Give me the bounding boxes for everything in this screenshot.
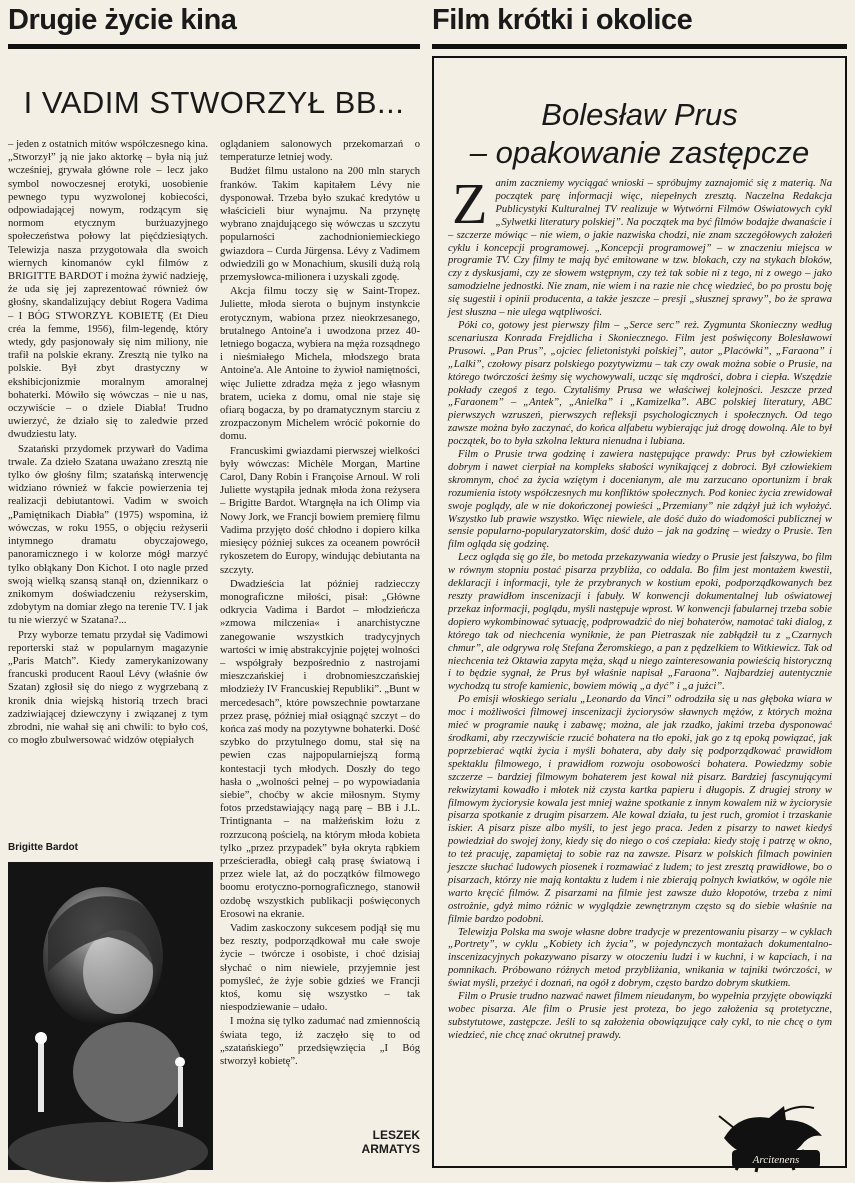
archer-icon: [714, 1098, 834, 1178]
bardot-photo-image: [8, 862, 213, 1170]
rubric-right: Film krótki i okolice: [432, 4, 693, 36]
left-column-2: [220, 138, 420, 1068]
right-article: [432, 0, 847, 1170]
rubric-rule-left: [8, 44, 420, 49]
paragraph: Przy wyborze tematu przydał się Vadimowi reporterski staż w popularnym magazynie „Paris Match”. Kiedy zamerykanizowany francuski producent Raoul Lévy (właśnie ów Szatan) zgłosił się do niego z wygrzebaną z kronik dnia wiejską historią trzech braci zadziwiającej dziewczyny i związanej z tym zbrodni, nie wahał się ani chwili: to było coś, co mogło zbulwersować widzów otępiałych: [8, 629, 208, 747]
paragraph: oglądaniem salonowych przekomarzań o temperaturze letniej wody.: [220, 139, 420, 164]
author-first-name: LESZEK: [372, 1128, 420, 1142]
paragraph: Francuskimi gwiazdami pierwszej wielkości były wówczas: Michèle Morgan, Martine Carol, Dany Robin i Françoise Arnoul. W roli Juliette wystąpiła jednak młoda żona reżysera – Brigitte Bardot. Wtargnęła na ich Olimp via Nowy Jork, we Francji bowiem premierę filmu Vadima przyjęto dość chłodno i dopiero kilka miesięcy później sukces za oceanem powrócił rykoszetem do Europy, windując debiutanta na szczyty.: [220, 445, 420, 576]
left-article: [8, 0, 420, 1170]
left-column-1: [8, 138, 208, 838]
paragraph: Szatański przydomek przywarł do Vadima trwale. Za dzieło Szatana uważano zresztą nie tylko ów głośny film; szatańską interwencję widziano również w fakcie powierzenia tej realizacji debiutantowi. Vadim w swoich „Pamiętnikach Diabła” (1975) wspomina, iż wówczas, w roku 1955, o objęciu reżyserii intymnego dramatu obyczajowego, panoramicznego i w kolorze mógł marzyć tylko obłąkany Don Kichot. I oto nagle przed swoją wielką szansą stanął on, dziennikarz o znikomym doświadczeniu reżyserskim, zdobytym na domiar złego na terenie TV. I jak tu nie wierzyć w Szatana?...: [8, 443, 208, 627]
paragraph: [448, 171, 832, 320]
paragraph: Po emisji włoskiego serialu „Leonardo da Vinci” odrodziła się u nas głęboka wiara w moc i możliwości filmowej inscenizacji życiorysów sławnych mężów, z których można mieć w programie naukę i zabawę; można, ale jak rzadko, jakimi trzeba dysponować środkami, aby rzeczywiście rzucić bohatera na tło epoki, jak go z tą epoką powiązać, jak poprzebierać wątki życia i myśli bohatera, aby dały się podporządkować prawidłom spektaklu filmowego, i prawidłom rozwoju osobowości bohatera. Powiedzmy sobie szczerze – bardziej filmowym bohaterem jest kowal niż pisarz. Bardziej fascynującymi rekwizytami kowadło i młotek niż czysta kartka papieru i długopis. Z drugiej strony w filmowym życiorysie kowala jest mniej ważne spotkanie z innym kowalem niż w życiorysie pisarza spotkanie z drugim pisarzem. Ale kowal działa, tu jest ruch, gromiot i trzaskanie iskier. A pisarz pisze albo myśli, to jest jego praca. Jeden z pisarzy to nawet kiedyś powiedział do swojej żony, kiedy się do niego o coś czepiała: kiedy stoję i patrzę w okno, to też pracuję, zapamiętaj to sobie raz na zawsze. Pisarz w polskich filmach powinien jeszcze słuchać ludowych piosenek i rozmawiać z ludem; to jest zresztą prawidłowe, bo o pisarzach, którzy nie mają kontaktu z ludem i nie zbierają polnych kwiatków, w ogóle nie warto kręcić filmów. Z pisarzami na filmie jest zawsze dużo kłopotów, trzeba z nimi ostrożnie, gdyż mimo różnic w wyglądzie zewnętrznym często są do siebie właśnie na filmie bardzo podobni.: [448, 694, 832, 925]
photo-caption: Brigitte Bardot: [8, 842, 78, 853]
article-body-right: [448, 171, 832, 1098]
paragraph: Vadim zaskoczony sukcesem podjął się mu bez reszty, podporządkował mu całe swoje życie – twórcze i osobiste, i choć dzisiaj słychać o nim niewiele, przyjemnie jest pomyśleć, że żyje sobie gdzieś we Francji ktoś, komu się wszystko – tak niespodziewanie – udało.: [220, 922, 420, 1014]
title-line-2: – opakowanie zastępcze: [469, 135, 810, 170]
rubric-left: Drugie życie kina: [8, 4, 237, 36]
arcitenens-logo: [714, 1098, 834, 1178]
title-line-1: Bolesław Prus: [541, 97, 738, 132]
article-title-left: I VADIM STWORZYŁ BB...: [23, 85, 405, 120]
paragraph: I można się tylko zadumać nad zmiennością świata tego, iż zaczęło się to od „szatańskiego” przedsięwzięcia „I Bóg stworzył kobietę”.: [220, 1016, 420, 1068]
paragraph-text: anim zaczniemy wyciągać wnioski – spróbujmy zaznajomić się z materią. Na początek parę informacji więc, niepełnych zresztą. Naczelna Redakcja Publicystyki Kulturalnej TV realizuje w Wytwórni Filmów Oświatowych cykl „Sylwetki literatury polskiej”. Na początek ma być filmów bodajże dwanaście i – szczerze mówiąc – nie wiem, o jakie nazwiska chodzi, nie znam szczegółowych założeń cyklu i koncepcji programowej. „Koncepcji programowej” – w znaczeniu miejsca w programie TV. Czy filmy te mają być emitowane w tzw. blokach, czy na stykach bloków, czy z dyskusjami, czy ze słowem wstępnym, czy też tak sobie ni z tego, ni z owego – jako samodzielne jednostki. Nie znam, nie wiem i na razie nie chcę wiedzieć, bo po prostu boję się sugestii i opinii producenta, a także jeszcze – presji „słusznej sprawy”, bo że sprawa jest słuszna – nie ulega wątpliwości.: [448, 178, 832, 319]
paragraph: Film o Prusie trwa godzinę i zawiera następujące prawdy: Prus był człowiekiem dobrym i nawet cierpiał na kompleks słabości wynikającej z dobroci. Był człowiekiem skromnym, choć za życia wziętym i docenianym, ale mu zarzucano oportunizm i brak rozumienia istoty współczesnych mu konfliktów społecznych. Pod koniec życia zrewidował swoje poglądy, ale w nie dokończonej powieści „Przemiany” nie zdążył już ich wyłożyć. Wszystko lub prawie wszystko. Więc niewiele, ale dość dużo do wiadomości publicznej w sensie popularno-popularyzatorskim, dość dużo – jak na godzinę – wiedzy o Prusie. Ten film ogląda się godzinę.: [448, 449, 832, 551]
paragraph: Akcja filmu toczy się w Saint-Tropez. Juliette, młoda sierota o bujnym instynkcie erotycznym, wabiona przez nieokrzesanego, brutalnego Antoine'a i uwodzona przez 40-letniego bogacza, wybiera na męża rozsądnego i nieśmiałego Michela, młodszego brata Antoine'a. Ale Antoine to żywioł namiętności, więc Juliette zdradza męża z jego własnym bratem, ucieka z domu, omal nie staje się ofiarą bogacza, by po dramatycznym starciu z zrozpaczonym Michelem wrócić pokornie do domu.: [220, 286, 420, 443]
article-box: [432, 56, 847, 1168]
logo-text: Arcitenens: [752, 1154, 800, 1166]
paragraph: Telewizja Polska ma swoje własne dobre tradycje w prezentowaniu pisarzy – w cyklach „Portrety”, w cyklu „Kobiety ich życia”, w pojedynczych montażach dokumentalno-inscenizacyjnych pokazywano pisarzy w otoczeniu ludzi i w kuchni, i w kapciach, i na pomnikach. Próbowano różnych metod przybliżania, wnikania w tajniki twórczości, w świat myśli, przeżyć i doznań, na ogół z dobrym, często bardzo dobrym skutkiem.: [448, 926, 832, 990]
article-title-right: [434, 96, 845, 172]
paragraph: Lecz ogląda się go źle, bo metoda przekazywania wiedzy o Prusie jest fałszywa, bo film w równym stopniu postać pisarza przybliża, co oddala. Bo film jest montażem kwestii, deklaracji i informacji, tyle że przybranych w kostium epoki, podporządkowanych bez reszty prawidłom inscenizacji i fabuły. W konwencji dokumentalnej lub oświatowej przekaz informacji, poglądu, myśli następuje wprost. W konwencji fabularnej trzeba sobie dopiero wykombinować sytuację, podprowadzić do niej bohaterów, namotać taki dialog, z którego tak od niechcenia wyniknie, że pan Pietraszak nie zabłądził tu z „Czarnych chmur”, ale odgrywa rolę Stefana Żeromskiego, a pan z pędzelkiem to Witkiewicz. Tak od niechcenia też Oktawia zapyta męża, skąd u niego zainteresowania powieścią historyczną i to będzie sygnał, że Prus był właśnie napisał „Faraona”. Najbardziej autentycznie wychodzą tu strofe kamienic, bowiem mówią „a dyć” i „a jużci”.: [448, 552, 832, 693]
paragraph: Film o Prusie trudno nazwać nawet filmem nieudanym, bo wypełnia przyjęte obowiązki wobec pisarza. Ale film o Prusie jest proteza, bo jego założenia są protetyczne, substytutowe, zastępcze. Jeśli to są założenia obowiązujące cały cykl, to nie chcę o tym wiedzieć, nie chcę znać okrutnej prawdy.: [448, 991, 832, 1041]
rubric-rule-right: [432, 44, 847, 49]
paragraph: – jeden z ostatnich mitów współczesnego kina. „Stworzył” ją nie jako aktorkę – była nią już wcześniej, grywała główne role – lecz jako symbol nowoczesnej erotyki, uosobienie pewnego typu wyzwolonej kobiecości, odpowiadającej nowym, rodzącym się normom etycznym burżuazyjnego społeczeństwa połowy lat pięćdziesiątych. Telewizja nasza przygotowała dla swoich wiernych kinomanów cykl filmów z BRIGITTE BARDOT i można żywić nadzieję, że uda się jej zaprezentować również ów głośny, skandalizujący debiut Rogera Vadima – I BÓG STWORZYŁ KOBIETĘ (Et Dieu créa la femme, 1956), film-legendę, który wtedy, gdy pasjonowały się nim miliony, nie trafił na polskie ekrany. Zresztą nie tylko na polskie. Był zbyt drastyczny w ekshibicjonizmie moralnym amoralnej bohaterki. Mówiło się wówczas – nie u nas, oczywiście – o dziele Diabła! Trudno uwierzyć, że działo się to zaledwie przed dwudziestu laty.: [8, 139, 208, 441]
author-last-name: ARMATYS: [361, 1142, 420, 1156]
paragraph: Dwadzieścia lat później radziecczy monograficzne miłości, pisał: „Główne odkrycia Vadima i Bardot – młodzieńcza »zmowa milczenia« i anarchistyczne zanegowanie wszystkich tradycyjnych wartości w imię abstrakcyjnie pojętej wolności – współgrały bezpośrednio z nastrojami mieszczańskiej i drobnomieszczańskiej młodzieży IV Francuskiej Republiki”. „Bunt w mercedesach”, które powszechnie powtarzane przez prasę, później miał osiągnąć szczyt – do końca zaś mody na pozytywne bohaterki. Dość szybko do przytulnego domu, stał się na pewien czas najpopularniejszą formą kontestacji tych młodych. Doszły do tego hasła o „wolności pełnej – po wypowiadania siebie”, choćby w akcie miłosnym. Stymy fotos przedstawiający nagą parę – BB i J.L. Trintignanta – na małżeńskim łożu z rozrzuconą pościelą, na którym młoda kobieta tylko „przez przypadek” była okryta rąbkiem prześcieradła, obiegł całą prasę światową i przez wiele lat, aż do początków filmowego boomu erotyczno-pornograficznego, stanowił ozdobę wszystkich publikacji poświęconych Erosowi na ekranie.: [220, 578, 420, 920]
bardot-photo: [8, 862, 213, 1170]
paragraph: Budżet filmu ustalono na 200 mln starych franków. Takim kapitałem Lévy nie dysponował. Trzeba było szukać kredytów u właścicieli biur wynajmu. Na przynętę wybrano znajdującego się wówczas u szczytu popularności zachodnioniemieckiego gwiazdora – Curda Jürgensa. Lévy z Vadimem odwiedzili go w Monachium, skusili dużą rolą przemysłowca-milionera i uzyskali zgodę.: [220, 166, 420, 284]
author-byline: [362, 1128, 420, 1156]
paragraph: Póki co, gotowy jest pierwszy film – „Serce serc” reż. Zygmunta Skonieczny według scenariusza Konrada Frejdlicha i Skoniecznego. Film jest poświęcony Bolesławowi Prusowi. „Pan Prus”, „ojciec felietonistyki polskiej”, autor „Placówki”, „Faraona” i „Lalki”, czołowy pisarz polskiego pozytywizmu – tak czy owak można sobie o Prusie, na którego twórczości żeśmy się wychowywali, ucząc się mądrości, dobra i ciepła. Wszędzie pokłady czegoś z tego. Czytaliśmy Prusa we właściwej kolejności. Jeszcze przed „Faraonem” – „Antek”, „Anielka” i „Kamizelka”. ABC polskiej literatury, ABC pierwszych wzruszeń, pierwszych refleksji psychologicznych i społecznych. Od tego zawsze można było zaczynać, do końca alfabetu wybierając już drogę dowolną. Ale to był początek, bo to była szkolna lektura nienudna i lubiana.: [448, 319, 832, 448]
drop-cap: Z: [452, 171, 488, 236]
